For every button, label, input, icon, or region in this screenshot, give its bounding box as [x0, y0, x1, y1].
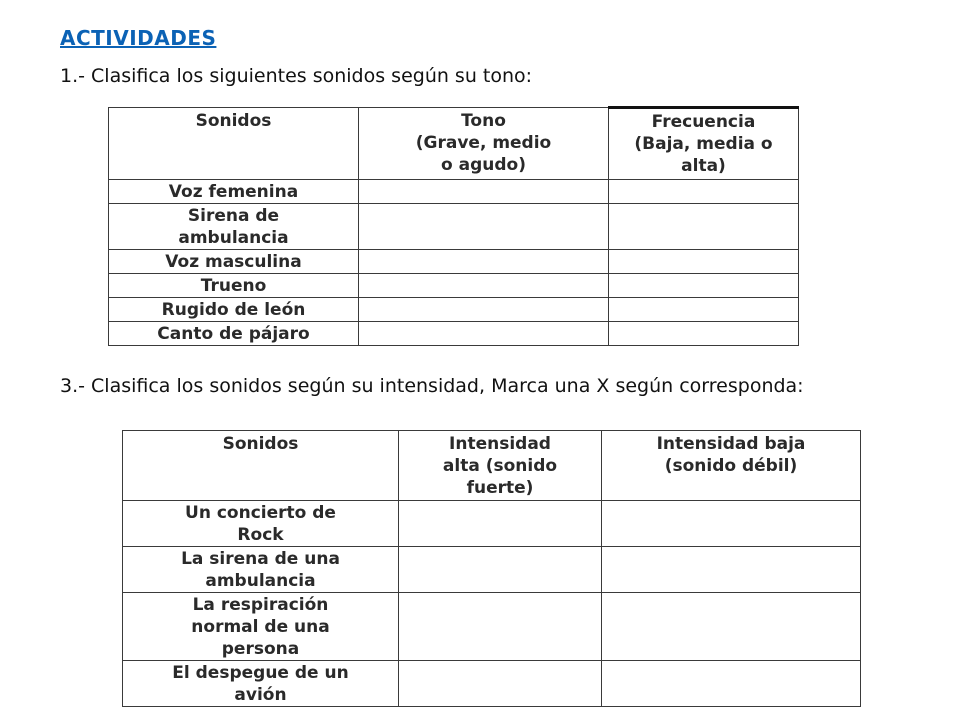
- sound-label: Trueno: [109, 274, 359, 298]
- sound-label: Voz femenina: [109, 180, 359, 204]
- header-intensidad-alta: Intensidad alta (sonido fuerte): [399, 431, 602, 501]
- sound-label: El despegue de un avión: [123, 661, 399, 707]
- sound-label: Voz masculina: [109, 250, 359, 274]
- tone-answer-cell[interactable]: [359, 250, 609, 274]
- activity-1-instruction: 1.- Clasifica los siguientes sonidos según su tono:: [60, 65, 533, 87]
- table-row: [123, 661, 861, 707]
- frequency-answer-cell[interactable]: [609, 180, 799, 204]
- low-intensity-cell[interactable]: [602, 661, 861, 707]
- activity-3-instruction: 3.- Clasifica los sonidos según su intensidad, Marca una X según corresponda:: [60, 375, 804, 397]
- header-frecuencia: Frecuencia (Baja, media o alta): [609, 108, 799, 180]
- table-row: [109, 274, 799, 298]
- low-intensity-cell[interactable]: [602, 547, 861, 593]
- sound-label: Canto de pájaro: [109, 322, 359, 346]
- tone-answer-cell[interactable]: [359, 274, 609, 298]
- high-intensity-cell[interactable]: [399, 501, 602, 547]
- low-intensity-cell[interactable]: [602, 593, 861, 661]
- table-header-row: [123, 431, 861, 501]
- sound-label: Rugido de león: [109, 298, 359, 322]
- tone-classification-table: [108, 106, 799, 346]
- table-row: [109, 250, 799, 274]
- table-row: [109, 298, 799, 322]
- high-intensity-cell[interactable]: [399, 593, 602, 661]
- sound-label: La sirena de una ambulancia: [123, 547, 399, 593]
- frequency-answer-cell[interactable]: [609, 298, 799, 322]
- table-row: [123, 501, 861, 547]
- activities-heading: ACTIVIDADES: [60, 26, 217, 50]
- header-tono: Tono (Grave, medio o agudo): [359, 108, 609, 180]
- sound-label: La respiración normal de una persona: [123, 593, 399, 661]
- tone-answer-cell[interactable]: [359, 298, 609, 322]
- header-sonidos: Sonidos: [123, 431, 399, 501]
- tone-answer-cell[interactable]: [359, 204, 609, 250]
- frequency-answer-cell[interactable]: [609, 322, 799, 346]
- tone-answer-cell[interactable]: [359, 322, 609, 346]
- high-intensity-cell[interactable]: [399, 661, 602, 707]
- high-intensity-cell[interactable]: [399, 547, 602, 593]
- frequency-answer-cell[interactable]: [609, 204, 799, 250]
- table-row: [109, 322, 799, 346]
- header-intensidad-baja: Intensidad baja (sonido débil): [602, 431, 861, 501]
- sound-label: Un concierto de Rock: [123, 501, 399, 547]
- header-sonidos: Sonidos: [109, 108, 359, 180]
- intensity-classification-table: [122, 430, 861, 707]
- frequency-answer-cell[interactable]: [609, 274, 799, 298]
- table-row: [123, 593, 861, 661]
- tone-answer-cell[interactable]: [359, 180, 609, 204]
- low-intensity-cell[interactable]: [602, 501, 861, 547]
- sound-label: Sirena de ambulancia: [109, 204, 359, 250]
- table-row: [109, 180, 799, 204]
- table-row: [109, 204, 799, 250]
- table-header-row: [109, 108, 799, 180]
- frequency-answer-cell[interactable]: [609, 250, 799, 274]
- table-row: [123, 547, 861, 593]
